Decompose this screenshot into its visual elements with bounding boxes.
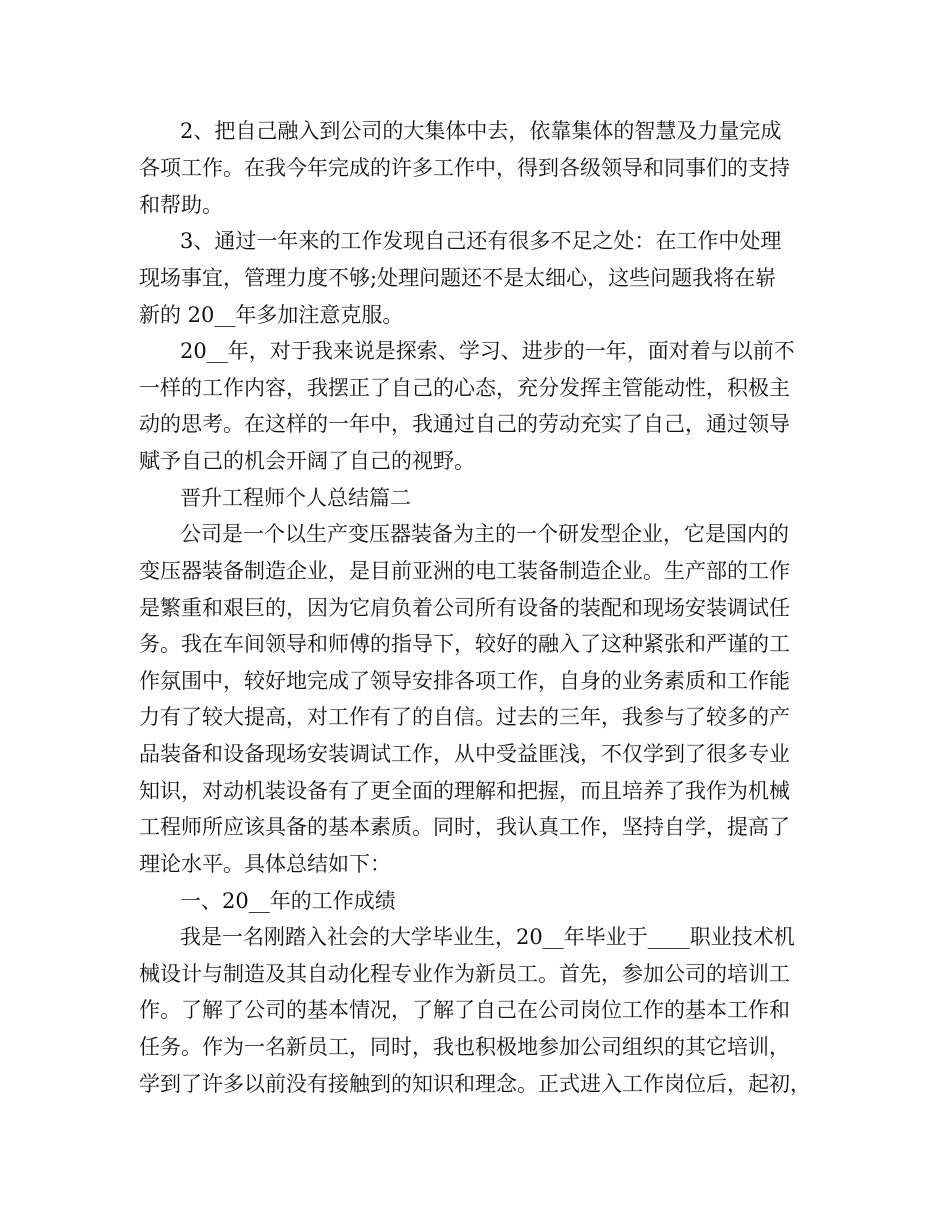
paragraph-line: 任务。作为一名新员工，同时，我也积极地参加公司组织的其它培训， xyxy=(139,1035,790,1059)
paragraph-line: 动的思考。在这样的一年中，我通过自己的劳动充实了自己，通过领导 xyxy=(139,412,790,436)
paragraph-line: 2、把自己融入到公司的大集体中去，依靠集体的智慧及力量完成 xyxy=(180,119,782,143)
paragraph-line: 理论水平。具体总结如下： xyxy=(139,852,391,876)
section-heading: 晋升工程师个人总结篇二 xyxy=(180,486,411,510)
paragraph-line: 一样的工作内容，我摆正了自己的心态，充分发挥主管能动性，积极主 xyxy=(139,376,790,400)
paragraph-line: 工程师所应该具备的基本素质。同时，我认真工作，坚持自学，提高了 xyxy=(139,815,790,839)
paragraph-line: 3、通过一年来的工作发现自己还有很多不足之处：在工作中处理 xyxy=(180,229,782,253)
paragraph-line: 我是一名刚踏入社会的大学毕业生，20__年毕业于____职业技术机 xyxy=(180,925,795,949)
section-heading: 一、20__年的工作成绩 xyxy=(180,889,396,913)
paragraph-line: 作氛围中，较好地完成了领导安排各项工作，自身的业务素质和工作能 xyxy=(139,669,790,693)
paragraph-line: 赋予自己的机会开阔了自己的视野。 xyxy=(139,449,475,473)
paragraph-line: 现场事宜，管理力度不够;处理问题还不是太细心，这些问题我将在崭 xyxy=(139,266,777,290)
paragraph-line: 公司是一个以生产变压器装备为主的一个研发型企业，它是国内的 xyxy=(180,522,789,546)
paragraph-line: 新的 20__年多加注意克服。 xyxy=(139,303,404,327)
paragraph-line: 是繁重和艰巨的，因为它肩负着公司所有设备的装配和现场安装调试任 xyxy=(139,596,790,620)
paragraph-line: 和帮助。 xyxy=(139,193,223,217)
paragraph-line: 20__年，对于我来说是探索、学习、进步的一年，面对着与以前不 xyxy=(180,339,795,363)
paragraph-line: 知识，对动机装设备有了更全面的理解和把握，而且培养了我作为机械 xyxy=(139,779,790,803)
paragraph-line: 务。我在车间领导和师傅的指导下，较好的融入了这种紧张和严谨的工 xyxy=(139,632,790,656)
paragraph-line: 作。了解了公司的基本情况，了解了自己在公司岗位工作的基本工作和 xyxy=(139,998,790,1022)
paragraph-line: 品装备和设备现场安装调试工作，从中受益匪浅，不仅学到了很多专业 xyxy=(139,742,790,766)
paragraph-line: 学到了许多以前没有接触到的知识和理念。正式进入工作岗位后，起初， xyxy=(139,1072,811,1096)
paragraph-line: 各项工作。在我今年完成的许多工作中，得到各级领导和同事们的支持 xyxy=(139,156,790,180)
paragraph-line: 变压器装备制造企业，是目前亚洲的电工装备制造企业。生产部的工作 xyxy=(139,559,790,583)
paragraph-line: 械设计与制造及其自动化程专业作为新员工。首先，参加公司的培训工 xyxy=(139,962,790,986)
paragraph-line: 力有了较大提高，对工作有了的自信。过去的三年，我参与了较多的产 xyxy=(139,705,790,729)
